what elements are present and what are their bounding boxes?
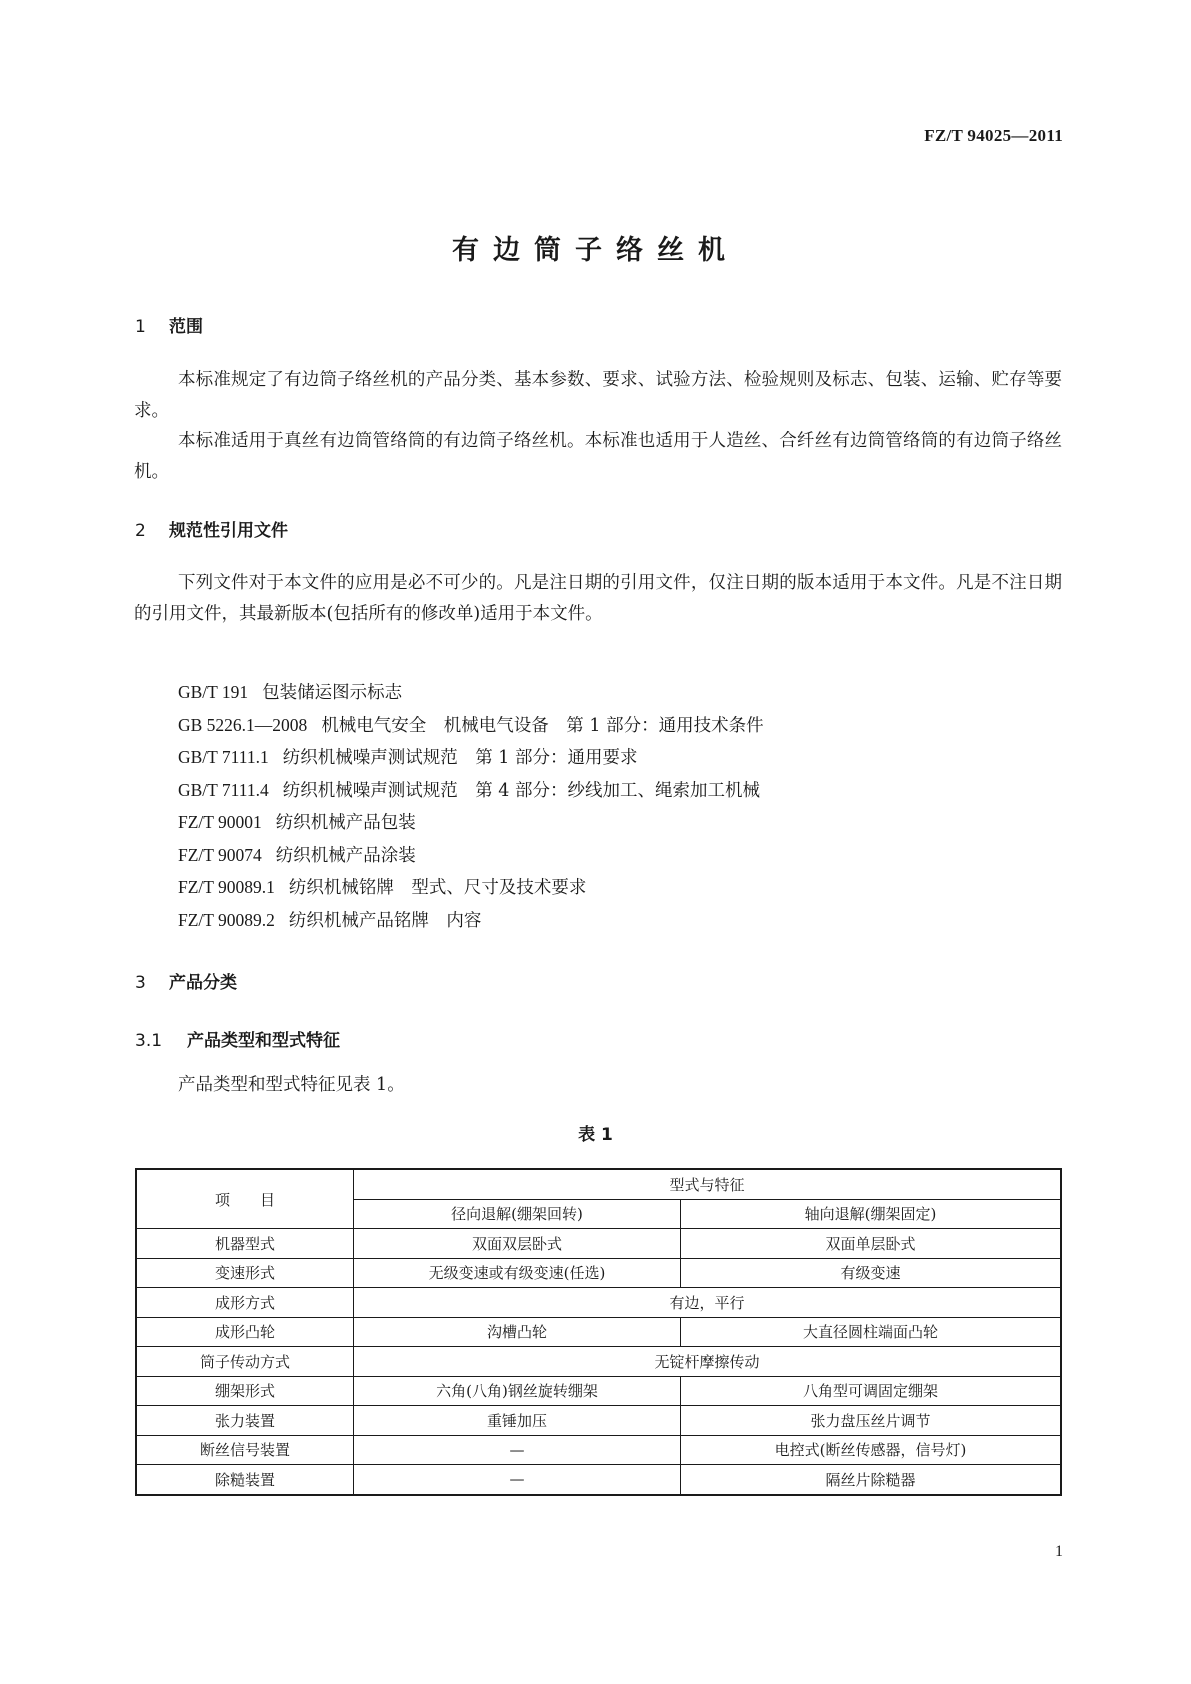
reference-code: GB/T 191 — [178, 682, 249, 702]
reference-item — [178, 840, 764, 873]
section-1-paragraph-2: 本标准适用于真丝有边筒管络筒的有边筒子络丝机。本标准也适用于人造丝、合纤丝有边筒管络筒的有边筒子络丝机。 — [134, 431, 1062, 482]
section-2-paragraph-1: 下列文件对于本文件的应用是必不可少的。凡是注日期的引用文件，仅注日期的版本适用于本文件。凡是不注日期的引用文件，其最新版本(包括所有的修改单)适用于本文件。 — [134, 573, 1062, 624]
section-3-1-paragraph-1: 产品类型和型式特征见表 1。 — [178, 1075, 405, 1095]
page-number: 1 — [1055, 1543, 1063, 1560]
merged-value-cell: 有边，平行 — [354, 1288, 1062, 1318]
section-1-paragraph-1: 本标准规定了有边筒子络丝机的产品分类、基本参数、要求、试验方法、检验规则及标志、包装、运输、贮存等要求。 — [134, 370, 1062, 421]
table-row — [136, 1258, 1061, 1288]
table-row — [136, 1406, 1061, 1436]
item-cell: 除糙装置 — [136, 1465, 354, 1495]
table-row — [136, 1435, 1061, 1465]
reference-title: 机械电气安全 机械电气设备 第 1 部分：通用技术条件 — [321, 715, 764, 736]
reference-title: 纺织机械产品铭牌 内容 — [288, 910, 482, 931]
reference-item — [178, 742, 764, 775]
item-cell: 筒子传动方式 — [136, 1347, 354, 1377]
document-title: 有边筒子络丝机 — [452, 235, 739, 266]
section-number: 3 — [135, 973, 146, 993]
reference-code: FZ/T 90074 — [178, 844, 262, 865]
reference-item — [178, 775, 764, 808]
section-title: 范围 — [169, 317, 203, 337]
item-cell: 绷架形式 — [136, 1376, 354, 1406]
section-3-heading — [135, 968, 237, 993]
value-cell: 双面单层卧式 — [681, 1229, 1062, 1259]
reference-item — [178, 807, 764, 840]
section-title: 产品分类 — [169, 973, 237, 993]
value-cell: 大直径圆柱端面凸轮 — [681, 1317, 1062, 1347]
item-cell: 机器型式 — [136, 1229, 354, 1259]
item-cell: 断丝信号装置 — [136, 1435, 354, 1465]
reference-item — [178, 872, 764, 905]
section-number: 3.1 — [135, 1031, 163, 1051]
reference-title: 纺织机械产品涂装 — [275, 845, 416, 866]
value-cell: 双面双层卧式 — [354, 1229, 681, 1259]
reference-code: FZ/T 90001 — [178, 812, 262, 832]
table-header-row — [136, 1169, 1061, 1199]
value-cell: 沟槽凸轮 — [354, 1317, 681, 1347]
header-col1-cell: 径向退解(绷架回转) — [354, 1199, 681, 1229]
section-2-heading — [135, 516, 288, 541]
reference-item — [178, 710, 764, 743]
section-1-heading — [135, 312, 203, 337]
section-3-1-heading — [135, 1026, 340, 1051]
value-cell: — — [354, 1465, 681, 1495]
table-row — [136, 1229, 1061, 1259]
section-number: 2 — [135, 521, 146, 541]
item-cell: 成形凸轮 — [136, 1317, 354, 1347]
item-cell: 张力装置 — [136, 1406, 354, 1436]
value-cell: 重锤加压 — [354, 1406, 681, 1436]
product-type-table — [135, 1168, 1062, 1496]
reference-code: GB 5226.1—2008 — [178, 714, 308, 735]
reference-code: GB/T 7111.1 — [178, 747, 269, 767]
reference-item — [178, 677, 764, 710]
reference-title: 纺织机械产品包装 — [275, 813, 416, 833]
table-row — [136, 1288, 1061, 1318]
value-cell: 有级变速 — [681, 1258, 1062, 1288]
reference-title: 纺织机械噪声测试规范 第 1 部分：通用要求 — [282, 748, 638, 768]
reference-item — [178, 905, 764, 938]
reference-code: GB/T 7111.4 — [178, 779, 269, 800]
standard-code: FZ/T 94025—2011 — [924, 126, 1063, 145]
reference-code: FZ/T 90089.2 — [178, 909, 275, 930]
value-cell: 无级变速或有级变速(任选) — [354, 1258, 681, 1288]
reference-title: 包装储运图示标志 — [262, 683, 403, 703]
merged-value-cell: 无锭杆摩擦传动 — [354, 1347, 1062, 1377]
header-col2-cell: 轴向退解(绷架固定) — [681, 1199, 1062, 1229]
table-row — [136, 1376, 1061, 1406]
item-cell: 变速形式 — [136, 1258, 354, 1288]
value-cell: — — [354, 1435, 681, 1465]
item-cell: 成形方式 — [136, 1288, 354, 1318]
value-cell: 电控式(断丝传感器，信号灯) — [681, 1435, 1062, 1465]
table-row — [136, 1347, 1061, 1377]
section-title: 规范性引用文件 — [169, 521, 288, 541]
table-row — [136, 1317, 1061, 1347]
reference-title: 纺织机械噪声测试规范 第 4 部分：纱线加工、绳索加工机械 — [282, 780, 761, 801]
section-number: 1 — [135, 317, 146, 337]
value-cell: 六角(八角)钢丝旋转绷架 — [354, 1376, 681, 1406]
reference-code: FZ/T 90089.1 — [178, 877, 275, 897]
table-caption: 表 1 — [578, 1125, 613, 1145]
normative-reference-list — [178, 677, 764, 937]
value-cell: 隔丝片除糙器 — [681, 1465, 1062, 1495]
table-row — [136, 1465, 1061, 1495]
header-group-cell: 型式与特征 — [354, 1169, 1062, 1199]
reference-title: 纺织机械铭牌 型式、尺寸及技术要求 — [288, 878, 587, 898]
value-cell: 张力盘压丝片调节 — [681, 1406, 1062, 1436]
section-title: 产品类型和型式特征 — [187, 1031, 340, 1051]
value-cell: 八角型可调固定绷架 — [681, 1376, 1062, 1406]
header-item-cell: 项 目 — [136, 1169, 354, 1229]
